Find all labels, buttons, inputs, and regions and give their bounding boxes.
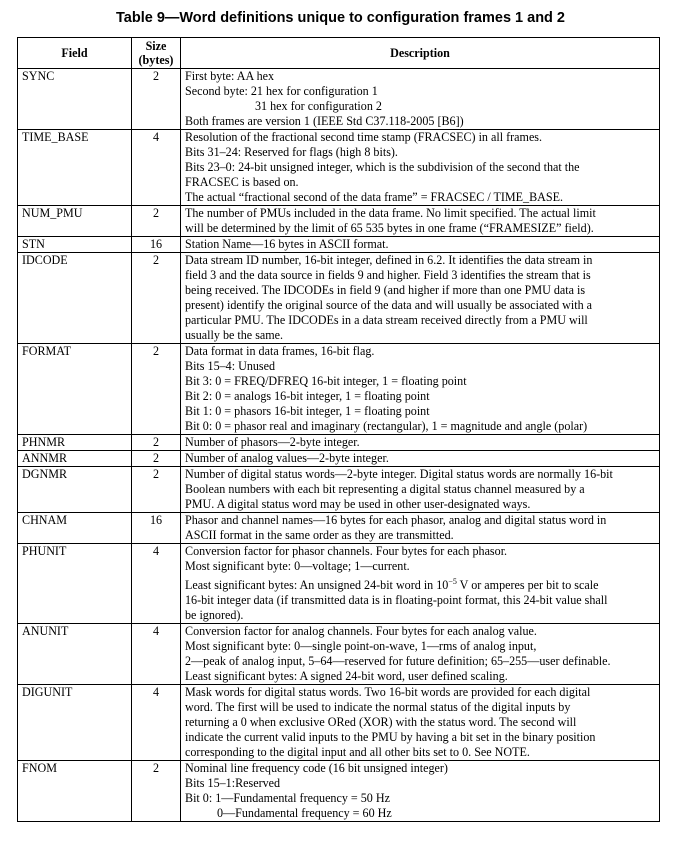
- description-line: Number of analog values—2-byte integer.: [185, 451, 389, 465]
- table-row: [18, 435, 660, 451]
- header-field: Field: [18, 38, 132, 69]
- header-row: [18, 38, 660, 69]
- description-line: corresponding to the digital input and all other bits set to 0. See NOTE.: [185, 745, 530, 759]
- table-row: [18, 624, 660, 685]
- field-description: [181, 69, 660, 130]
- table-row: [18, 130, 660, 206]
- description-line: Conversion factor for phasor channels. Four bytes for each phasor.: [185, 544, 508, 558]
- description-text: Least significant bytes: An unsigned 24-bit word in 10: [185, 578, 449, 592]
- field-description: [181, 435, 660, 451]
- field-size: 2: [132, 451, 181, 467]
- field-description: [181, 467, 660, 513]
- field-description: [181, 761, 660, 822]
- field-size: 2: [132, 344, 181, 435]
- field-size: 16: [132, 237, 181, 253]
- table-row: [18, 451, 660, 467]
- table-row: [18, 513, 660, 544]
- description-line: Most significant byte: 0—voltage; 1—current.: [185, 559, 410, 573]
- description-line: Number of phasors—2-byte integer.: [185, 435, 360, 449]
- description-line: First byte: AA hex: [185, 69, 275, 83]
- field-name: IDCODE: [18, 253, 132, 344]
- description-line: Nominal line frequency code (16 bit unsigned integer): [185, 761, 448, 775]
- field-description: [181, 685, 660, 761]
- field-description: [181, 130, 660, 206]
- description-line: Second byte: 21 hex for configuration 1: [185, 84, 378, 98]
- field-name: ANUNIT: [18, 624, 132, 685]
- description-line: Bit 0: 0 = phasor real and imaginary (rectangular), 1 = magnitude and angle (polar): [185, 419, 588, 433]
- description-line: Bits 15–1:Reserved: [185, 776, 281, 790]
- field-name: CHNAM: [18, 513, 132, 544]
- field-description: [181, 624, 660, 685]
- description-line: The actual “fractional second of the data frame” = FRACSEC / TIME_BASE.: [185, 190, 564, 204]
- field-name: PHUNIT: [18, 544, 132, 624]
- description-text: V or amperes per bit to scale: [456, 578, 599, 592]
- field-name: PHNMR: [18, 435, 132, 451]
- description-line: Mask words for digital status words. Two 16-bit words are provided for each digital: [185, 685, 591, 699]
- description-line: 16-bit integer data (if transmitted data is in floating-point format, this 24-bit value shall: [185, 593, 608, 607]
- field-size: 4: [132, 685, 181, 761]
- field-name: DGNMR: [18, 467, 132, 513]
- description-line: Station Name—16 bytes in ASCII format.: [185, 237, 389, 251]
- description-line: usually be the same.: [185, 328, 284, 342]
- description-line: indicate the current valid inputs to the PMU by having a bit set in the binary position: [185, 730, 596, 744]
- field-size: 16: [132, 513, 181, 544]
- description-line: present) identify the original source of the data and will usually be associated with a: [185, 298, 593, 312]
- field-name: STN: [18, 237, 132, 253]
- description-line: 0—Fundamental frequency = 60 Hz: [217, 806, 392, 820]
- field-name: DIGUNIT: [18, 685, 132, 761]
- description-line: particular PMU. The IDCODEs in a data stream received directly from a PMU will: [185, 313, 588, 327]
- description-line: PMU. A digital status word may be used in other user-designated ways.: [185, 497, 531, 511]
- field-name: TIME_BASE: [18, 130, 132, 206]
- header-description: Description: [181, 38, 660, 69]
- field-name: SYNC: [18, 69, 132, 130]
- table-row: [18, 206, 660, 237]
- field-size: 2: [132, 69, 181, 130]
- table-row: [18, 69, 660, 130]
- description-line: Boolean numbers with each bit representing a digital status channel measured by a: [185, 482, 585, 496]
- description-line: ASCII format in the same order as they are transmitted.: [185, 528, 454, 542]
- table-row: [18, 685, 660, 761]
- description-line: Least significant bytes: A signed 24-bit word, user defined scaling.: [185, 669, 508, 683]
- description-line: FRACSEC is based on.: [185, 175, 299, 189]
- description-line: be ignored).: [185, 608, 244, 622]
- table-row: [18, 253, 660, 344]
- table-caption: Table 9—Word definitions unique to configuration frames 1 and 2: [116, 10, 565, 26]
- header-size-line1: Size: [145, 39, 167, 53]
- field-size: 2: [132, 206, 181, 237]
- description-line: Bit 3: 0 = FREQ/DFREQ 16-bit integer, 1 = floating point: [185, 374, 467, 388]
- table-row: [18, 544, 660, 624]
- description-line: will be determined by the limit of 65 535 bytes in one frame (“FRAMESIZE” field).: [185, 221, 594, 235]
- word-definitions-table: [17, 37, 660, 822]
- field-size: 4: [132, 130, 181, 206]
- description-line: field 3 and the data source in fields 9 and higher. Field 3 identifies the stream that is: [185, 268, 591, 282]
- description-line: Bits 23–0: 24-bit unsigned integer, which is the subdivision of the second that the: [185, 160, 580, 174]
- description-line: Number of digital status words—2-byte integer. Digital status words are normally 16-bit: [185, 467, 613, 481]
- header-size-line2: (bytes): [138, 53, 174, 67]
- description-line: Both frames are version 1 (IEEE Std C37.118-2005 [B6]): [185, 114, 464, 128]
- field-description: [181, 451, 660, 467]
- exponent: −5: [448, 577, 457, 586]
- field-description: [181, 253, 660, 344]
- description-line: being received. The IDCODEs in field 9 (and higher if more than one PMU data is: [185, 283, 586, 297]
- field-name: FORMAT: [18, 344, 132, 435]
- field-size: 2: [132, 761, 181, 822]
- description-line: Data stream ID number, 16-bit integer, defined in 6.2. It identifies the data stream in: [185, 253, 593, 267]
- description-line: Phasor and channel names—16 bytes for each phasor, analog and digital status word in: [185, 513, 607, 527]
- field-description: [181, 206, 660, 237]
- field-description: [181, 344, 660, 435]
- table-row: [18, 467, 660, 513]
- description-line: Data format in data frames, 16-bit flag.: [185, 344, 375, 358]
- description-line: The number of PMUs included in the data frame. No limit specified. The actual limit: [185, 206, 596, 220]
- description-line: returning a 0 when exclusive ORed (XOR) with the status word. The second will: [185, 715, 577, 729]
- description-line: Bit 0: 1—Fundamental frequency = 50 Hz: [185, 791, 390, 805]
- description-line: 31 hex for configuration 2: [255, 99, 382, 113]
- table-row: [18, 237, 660, 253]
- field-description: [181, 544, 660, 624]
- field-name: NUM_PMU: [18, 206, 132, 237]
- field-size: 2: [132, 435, 181, 451]
- table-row: [18, 761, 660, 822]
- description-line: Bits 15–4: Unused: [185, 359, 276, 373]
- field-description: [181, 237, 660, 253]
- header-size: [132, 38, 181, 69]
- description-line: Bit 1: 0 = phasors 16-bit integer, 1 = floating point: [185, 404, 430, 418]
- field-size: 4: [132, 544, 181, 624]
- description-line-with-exponent: [185, 578, 655, 593]
- description-line: Bit 2: 0 = analogs 16-bit integer, 1 = floating point: [185, 389, 430, 403]
- field-size: 2: [132, 253, 181, 344]
- description-line: Resolution of the fractional second time stamp (FRACSEC) in all frames.: [185, 130, 543, 144]
- field-description: [181, 513, 660, 544]
- field-name: FNOM: [18, 761, 132, 822]
- field-size: 4: [132, 624, 181, 685]
- description-line: Conversion factor for analog channels. Four bytes for each analog value.: [185, 624, 537, 638]
- table-row: [18, 344, 660, 435]
- description-line: Bits 31–24: Reserved for flags (high 8 bits).: [185, 145, 398, 159]
- description-line: 2—peak of analog input, 5–64—reserved for future definition; 65–255—user definable.: [185, 654, 611, 668]
- field-name: ANNMR: [18, 451, 132, 467]
- description-line: Most significant byte: 0—single point-on-wave, 1—rms of analog input,: [185, 639, 537, 653]
- field-size: 2: [132, 467, 181, 513]
- description-line: word. The first will be used to indicate the normal status of the digital inputs by: [185, 700, 571, 714]
